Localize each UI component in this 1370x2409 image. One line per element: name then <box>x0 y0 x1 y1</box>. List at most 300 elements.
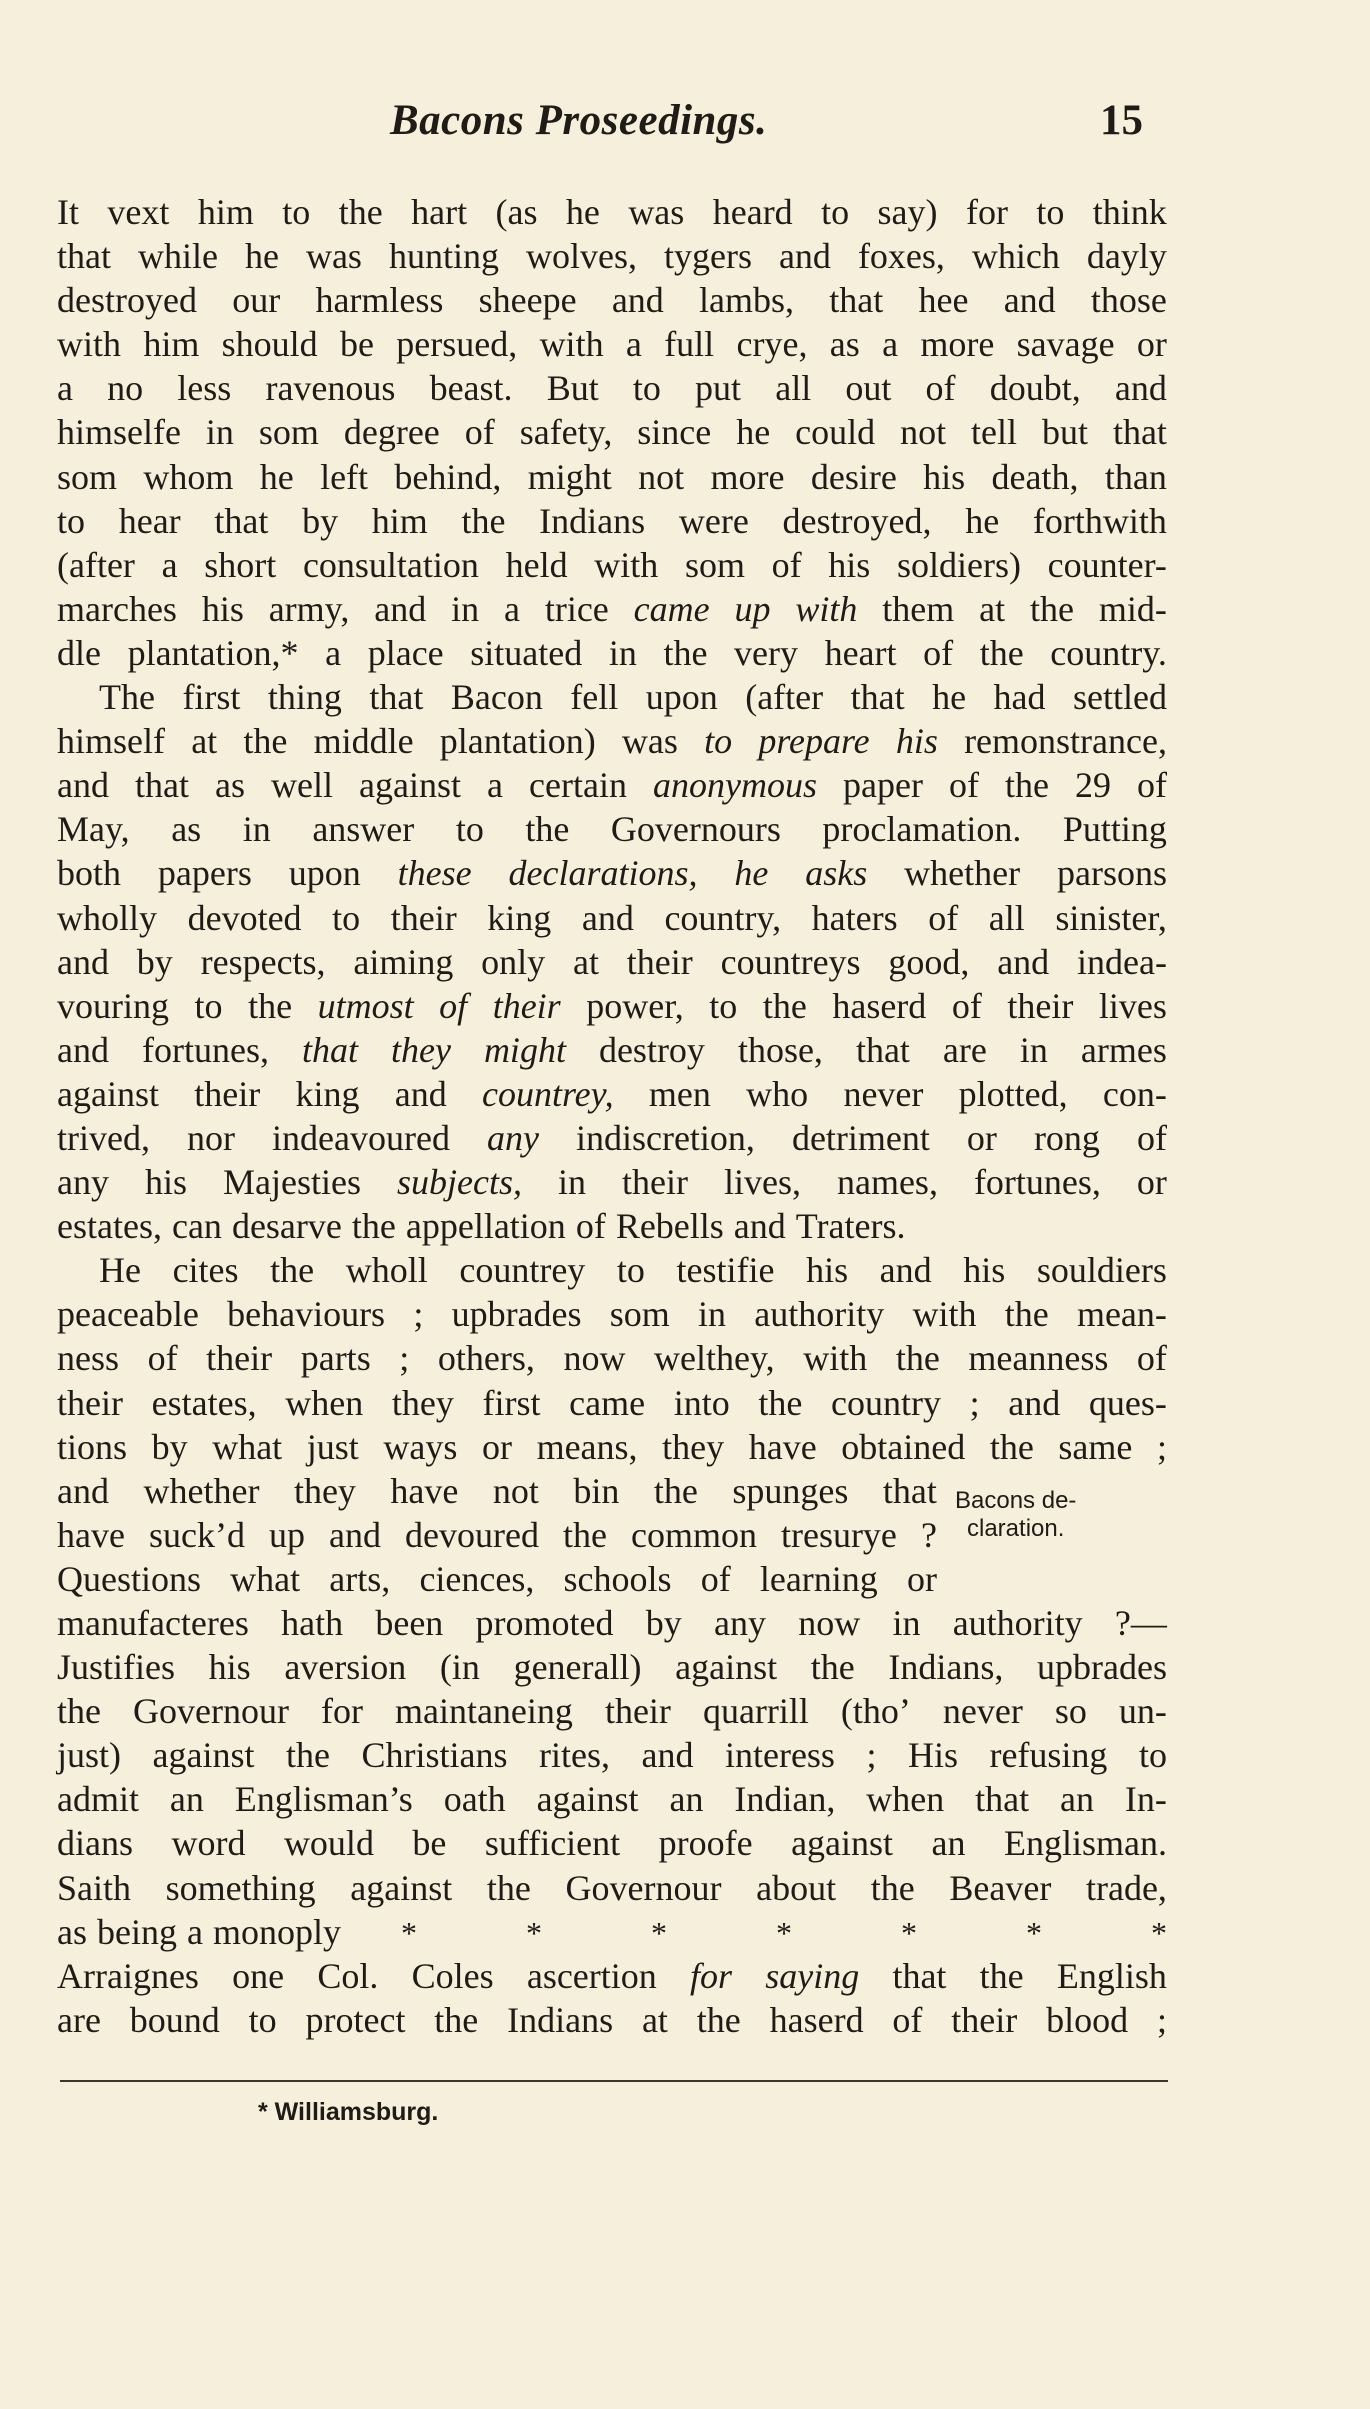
word: against <box>359 765 461 806</box>
word: destroy <box>598 1029 705 1070</box>
word: hart <box>411 192 468 232</box>
word: common <box>630 1514 757 1555</box>
word: desire <box>810 456 897 497</box>
word: him <box>371 500 428 541</box>
word: now <box>798 1603 861 1643</box>
word: to <box>455 809 484 850</box>
word: detriment <box>791 1117 930 1158</box>
word: and <box>1008 1382 1061 1423</box>
word: to <box>1138 1735 1167 1776</box>
text-line <box>57 631 1167 675</box>
word: of <box>925 368 956 409</box>
word: the <box>762 985 807 1026</box>
word: meanness <box>968 1338 1109 1379</box>
word: to <box>332 897 361 938</box>
word: behaviours <box>227 1294 386 1335</box>
word: Beaver <box>949 1867 1052 1908</box>
word: his <box>963 1250 1006 1291</box>
word: bin <box>573 1470 620 1511</box>
word: Indians <box>507 1999 614 2040</box>
word: devoted <box>187 897 302 938</box>
word: against <box>152 1735 255 1776</box>
word: their <box>57 1382 123 1423</box>
word: of <box>464 412 495 453</box>
word: harmless <box>315 280 444 321</box>
word: Governour <box>565 1867 722 1908</box>
word: him <box>143 324 200 365</box>
word: for <box>965 192 1008 232</box>
word: trade, <box>1085 1867 1167 1908</box>
word: rites, <box>539 1735 610 1776</box>
word: the <box>870 1867 915 1908</box>
word: aversion <box>284 1647 407 1688</box>
word: have <box>748 1426 817 1467</box>
word: testifie <box>676 1250 775 1291</box>
word: ; <box>413 1294 424 1335</box>
word: hear <box>118 500 181 541</box>
word: arts, <box>329 1558 391 1599</box>
word: full <box>664 324 715 365</box>
word: the <box>979 1955 1024 1996</box>
word: by <box>136 941 173 982</box>
word: be <box>339 324 374 365</box>
word: respects, <box>200 941 326 982</box>
word: can <box>171 1206 222 1247</box>
word: they <box>391 1382 454 1423</box>
word: (in <box>439 1647 480 1688</box>
word: plantation) <box>439 721 596 762</box>
word: upon <box>645 677 718 718</box>
word: one <box>232 1955 285 1996</box>
word: well <box>271 765 333 806</box>
word: and <box>394 1073 447 1114</box>
word: Coles <box>411 1955 494 1996</box>
word: wholly <box>57 897 158 938</box>
word: wholl <box>345 1250 428 1291</box>
text-line <box>57 1557 937 1601</box>
word: asks <box>805 853 868 894</box>
word: they <box>662 1426 725 1467</box>
word: might <box>483 1029 566 1070</box>
footnote-rule <box>60 2080 1168 2082</box>
word: May, <box>57 809 130 850</box>
word: dians <box>57 1823 133 1864</box>
text-line <box>57 587 1167 631</box>
word: which <box>971 236 1060 277</box>
word: into <box>673 1382 730 1423</box>
word: bound <box>129 1999 220 2040</box>
word: fell <box>570 677 619 718</box>
word: when <box>866 1779 945 1820</box>
text-line <box>57 322 1167 366</box>
word: put <box>695 368 742 409</box>
word: a <box>503 588 520 629</box>
word: lambs, <box>699 280 795 321</box>
word: death, <box>991 456 1079 497</box>
word: he <box>932 677 967 718</box>
word: Christians <box>361 1735 508 1776</box>
word: that <box>892 1955 947 1996</box>
word: He <box>99 1250 141 1291</box>
word: who <box>746 1073 809 1114</box>
word: their <box>1007 985 1074 1026</box>
word: admit <box>57 1779 139 1820</box>
text-line <box>57 1381 1167 1425</box>
word: settled <box>1072 677 1167 718</box>
star-mark: * <box>900 1914 917 1951</box>
word: plotted, <box>958 1073 1068 1114</box>
word: and <box>1003 280 1056 321</box>
word: never <box>942 1691 1023 1732</box>
word: doubt, <box>989 368 1081 409</box>
word: mean- <box>1076 1294 1167 1335</box>
word: som <box>684 544 745 585</box>
word: by <box>302 500 339 541</box>
word: a <box>325 632 342 673</box>
word: his <box>828 544 871 585</box>
word: indiscretion, <box>575 1117 755 1158</box>
text-line <box>57 455 1167 499</box>
word: It <box>57 192 79 232</box>
word: to <box>57 500 86 541</box>
word: never <box>843 1073 924 1114</box>
word: less <box>177 368 232 409</box>
word: what <box>212 1426 283 1467</box>
word: Bacon <box>450 677 543 718</box>
text-line <box>57 1866 1167 1910</box>
word: what <box>230 1558 301 1599</box>
word: their <box>604 1691 671 1732</box>
word: degree <box>343 412 440 453</box>
word: the <box>434 1999 479 2040</box>
word: ravenous <box>265 368 396 409</box>
word: not <box>492 1470 539 1511</box>
word: others, <box>437 1338 535 1379</box>
word: ways <box>383 1426 458 1467</box>
word: subjects, <box>396 1162 522 1203</box>
word: in <box>1019 1029 1048 1070</box>
text-line <box>57 1954 1167 1998</box>
text-line <box>57 1072 1167 1116</box>
word: ; <box>969 1382 980 1423</box>
word: of <box>892 1999 923 2040</box>
word: or <box>481 1426 512 1467</box>
word: Traters. <box>795 1206 906 1247</box>
word: tygers <box>663 236 752 277</box>
word: aiming <box>353 941 454 982</box>
word: schools <box>563 1558 672 1599</box>
word: that <box>882 1470 937 1511</box>
word: in <box>451 588 480 629</box>
word: to <box>616 1250 645 1291</box>
word: crye, <box>736 324 808 365</box>
word: vext <box>107 192 170 232</box>
word: of <box>1136 1338 1167 1379</box>
word: appellation <box>405 1206 566 1247</box>
word: word <box>171 1823 246 1864</box>
word: ; <box>1156 1426 1167 1467</box>
word: som <box>57 456 118 497</box>
word: the <box>895 1338 940 1379</box>
word: the <box>1004 765 1049 806</box>
text-line <box>57 1116 1167 1160</box>
word: a <box>161 544 178 585</box>
word: tell <box>971 412 1018 453</box>
word: a <box>487 765 503 806</box>
word: against <box>536 1779 639 1820</box>
text-line <box>57 366 1167 410</box>
word: dle <box>57 632 101 673</box>
word: proofe <box>658 1823 753 1864</box>
word: estates, <box>151 1382 257 1423</box>
word: haserd <box>769 1999 864 2040</box>
word: parts <box>300 1338 371 1379</box>
text-line <box>57 278 1167 322</box>
word: blood <box>1046 1999 1129 2040</box>
word: plantation,* <box>127 632 299 673</box>
word: indeavoured <box>272 1117 450 1158</box>
word: more <box>920 324 995 365</box>
word: spunges <box>732 1470 849 1511</box>
word: Arraignes <box>57 1955 199 1996</box>
word: not <box>638 456 685 497</box>
word: of <box>439 985 468 1026</box>
word: estates, <box>57 1206 162 1247</box>
text-line <box>57 896 1167 940</box>
word: and <box>581 897 634 938</box>
word: was <box>621 721 678 762</box>
word: with <box>912 1294 977 1335</box>
word: Englisman. <box>1003 1823 1167 1864</box>
word: authority <box>952 1603 1083 1643</box>
word: an <box>669 1779 704 1820</box>
word: himself <box>57 721 165 762</box>
word: certain <box>529 765 627 806</box>
word: his <box>806 1250 849 1291</box>
word: persued, <box>396 324 518 365</box>
word: men <box>648 1073 711 1114</box>
text-line <box>57 543 1167 587</box>
text-line <box>57 1910 1167 1954</box>
word: so <box>1054 1691 1087 1732</box>
word: his <box>208 1647 251 1688</box>
word: forthwith <box>1032 500 1167 541</box>
text-line <box>57 234 1167 278</box>
word: that <box>57 236 111 277</box>
word: Indians <box>539 500 646 541</box>
word: middle <box>313 721 414 762</box>
word: thing <box>267 677 342 718</box>
word: counter- <box>1047 544 1167 585</box>
word: beast. <box>429 368 513 409</box>
word: something <box>165 1867 316 1908</box>
word: the <box>810 1647 855 1688</box>
word: first <box>182 677 241 718</box>
word: that <box>214 500 269 541</box>
word: country <box>830 1382 941 1423</box>
word: situated <box>470 632 583 673</box>
word: be <box>412 1823 447 1864</box>
word: any <box>714 1603 766 1643</box>
word: and <box>611 280 664 321</box>
word: his <box>895 721 938 762</box>
text-line <box>57 190 1167 234</box>
word: a <box>186 1911 203 1952</box>
word: but <box>1041 412 1088 453</box>
word: fortunes, <box>141 1029 269 1070</box>
word: protect <box>305 1999 406 2040</box>
word: sufficient <box>484 1823 621 1864</box>
star-mark: * <box>1150 1914 1167 1951</box>
word: them <box>882 588 955 629</box>
word: was <box>305 236 362 277</box>
word: the <box>1004 1294 1049 1335</box>
text-line <box>57 1204 1167 1248</box>
word: the <box>286 1735 330 1776</box>
word: in <box>557 1162 586 1203</box>
word: destroyed <box>57 280 197 321</box>
word: been <box>375 1603 444 1643</box>
word: Justifies <box>57 1647 176 1688</box>
word: foxes, <box>857 236 945 277</box>
word: country. <box>1050 632 1167 673</box>
word: him <box>197 192 254 232</box>
word: he <box>244 236 279 277</box>
word: peaceable <box>57 1294 199 1335</box>
word: Indians, <box>888 1647 1004 1688</box>
word: lives, <box>723 1162 801 1203</box>
word: any <box>486 1117 539 1158</box>
word: But <box>546 368 599 409</box>
word: rong <box>1033 1117 1100 1158</box>
word: whether <box>143 1470 260 1511</box>
word: heart <box>824 632 897 673</box>
word: he <box>565 192 600 232</box>
word: tions <box>57 1426 128 1467</box>
word: all <box>988 897 1025 938</box>
word: or <box>966 1117 997 1158</box>
word: at <box>573 941 599 982</box>
word: In- <box>1124 1779 1167 1820</box>
word: that <box>855 1029 910 1070</box>
word: ness <box>57 1338 119 1379</box>
ellipsis-stars <box>401 1911 1167 1955</box>
word: consultation <box>302 544 479 585</box>
word: was <box>628 192 685 232</box>
word: while <box>137 236 218 277</box>
word: power, <box>586 985 684 1026</box>
word: that <box>975 1779 1030 1820</box>
word: heard <box>712 192 793 232</box>
word: of <box>771 544 802 585</box>
word: welthey, <box>654 1338 775 1379</box>
word: whether <box>904 853 1021 894</box>
word: nor <box>187 1117 235 1158</box>
word: (as <box>495 192 538 232</box>
word: ascertion <box>526 1955 657 1996</box>
word: their <box>492 985 561 1026</box>
word: have <box>57 1514 125 1555</box>
word: might <box>527 456 612 497</box>
text-line <box>57 807 1167 851</box>
word: the <box>57 1691 101 1732</box>
star-mark: * <box>1025 1914 1042 1951</box>
word: place <box>367 632 444 673</box>
word: upon <box>288 853 361 894</box>
word: came <box>633 588 710 629</box>
word: held <box>505 544 568 585</box>
word: Englisman’s <box>234 1779 413 1820</box>
word: in <box>608 632 637 673</box>
word: and <box>374 588 427 629</box>
word: those <box>1090 280 1167 321</box>
word: devoured <box>405 1514 539 1555</box>
word: had <box>993 677 1046 718</box>
text-line <box>57 1689 1167 1733</box>
word: savage <box>1016 324 1115 365</box>
word: and <box>1114 368 1167 409</box>
word: of <box>1136 1117 1167 1158</box>
word: paper <box>842 765 923 806</box>
word: for <box>320 1691 363 1732</box>
word: short <box>204 544 277 585</box>
word: (after <box>745 677 824 718</box>
word: that <box>301 1029 358 1070</box>
text-line <box>57 1777 1167 1821</box>
word: and <box>879 1250 932 1291</box>
word: upbrades <box>1037 1647 1167 1688</box>
word: learning <box>759 1558 878 1599</box>
word: souldiers <box>1036 1250 1167 1291</box>
word: destroyed, <box>782 500 932 541</box>
word: or <box>1136 1162 1167 1203</box>
word: or <box>1136 324 1167 365</box>
text-line <box>57 984 1167 1028</box>
text-line <box>57 1733 1167 1777</box>
word: and <box>57 1470 109 1511</box>
word: that <box>850 677 905 718</box>
text-line <box>57 1336 1167 1380</box>
word: ; <box>1156 1999 1167 2040</box>
word: un- <box>1118 1691 1167 1732</box>
word: interess <box>724 1735 835 1776</box>
word: maintaneing <box>394 1691 573 1732</box>
word: king <box>295 1073 360 1114</box>
word: and <box>57 941 109 982</box>
word: haters <box>811 897 898 938</box>
word: our <box>232 280 281 321</box>
word: would <box>283 1823 374 1864</box>
word: they <box>390 1029 451 1070</box>
text-line <box>57 1292 1167 1336</box>
word: authority <box>754 1294 885 1335</box>
word: to <box>282 192 311 232</box>
word: the <box>270 1250 315 1291</box>
word: as <box>215 765 245 806</box>
word: Indian, <box>734 1779 836 1820</box>
word: to <box>709 985 738 1026</box>
word: up <box>268 1514 305 1555</box>
word: their <box>206 1338 273 1379</box>
word: ; <box>399 1338 410 1379</box>
word: and <box>641 1735 694 1776</box>
word: now <box>563 1338 626 1379</box>
word: hath <box>281 1603 344 1643</box>
word: the <box>248 985 293 1026</box>
word: at <box>191 721 218 762</box>
word: papers <box>157 853 252 894</box>
word: Putting <box>1062 809 1167 850</box>
